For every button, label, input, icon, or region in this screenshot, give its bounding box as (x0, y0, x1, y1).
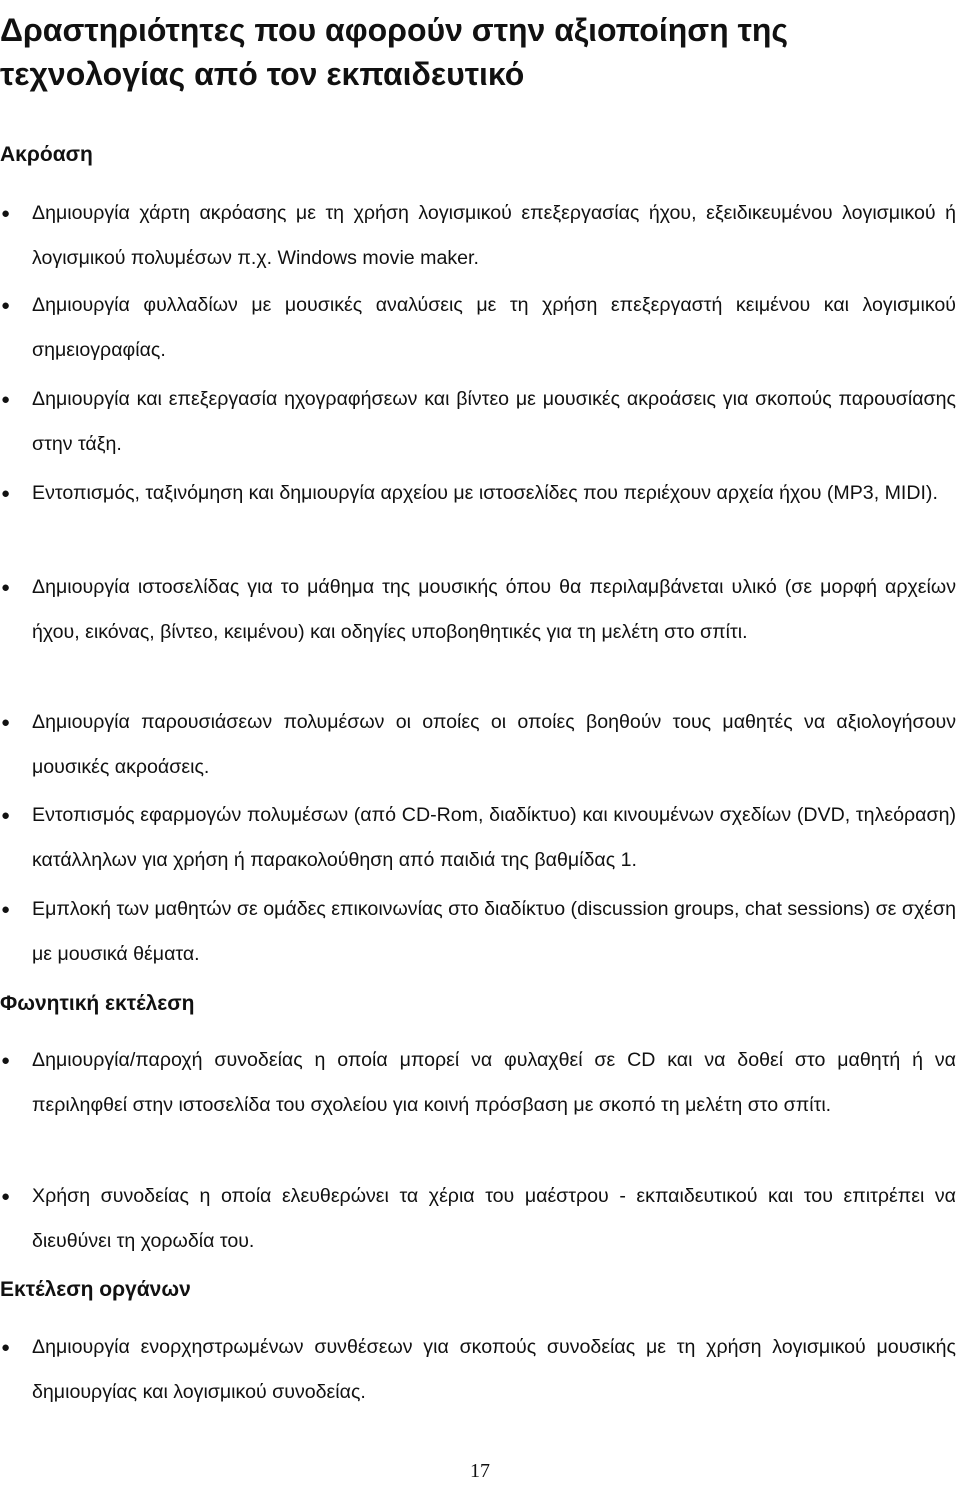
list-item-text: Δημιουργία παρουσιάσεων πολυμέσων οι οποίες οι οποίες βοηθούν τους μαθητές να αξιολογήσουν μουσικές ακροάσεις. (32, 711, 956, 778)
list-item (1, 283, 956, 373)
list-item (1, 793, 956, 883)
list-item (1, 700, 956, 790)
list-item-text: Δημιουργία φυλλαδίων με μουσικές αναλύσεις με τη χρήση επεξεργαστή κειμένου και λογισμικού σημειογραφίας. (32, 294, 956, 361)
page-title: Δραστηριότητες που αφορούν στην αξιοποίηση της τεχνολογίας από τον εκπαιδευτικό (0, 12, 789, 92)
list-item (1, 565, 956, 655)
bullet-icon: ● (1, 901, 11, 918)
list-item-text: Δημιουργία ενορχηστρωμένων συνθέσεων για σκοπούς συνοδείας με τη χρήση λογισμικού μουσικής δημιουργίας και λογισμικού συνοδείας. (32, 1336, 956, 1403)
bullet-icon: ● (1, 391, 11, 408)
bullet-icon: ● (1, 205, 11, 222)
list-item (1, 191, 956, 281)
list-item-text: Εντοπισμός, ταξινόμηση και δημιουργία αρχείου με ιστοσελίδες που περιέχουν αρχεία ήχου (MP3, MIDI). (32, 482, 938, 504)
bullet-icon: ● (1, 714, 11, 731)
section-heading-ektelesi-organon: Εκτέλεση οργάνων (0, 1278, 191, 1301)
list-item-text: Δημιουργία χάρτη ακρόασης με τη χρήση λογισμικού επεξεργασίας ήχου, εξειδικευμένου λογισμικού ή λογισμικού πολυμέσων π.χ. Windows movie maker. (32, 202, 956, 269)
list-item-text: Χρήση συνοδείας η οποία ελευθερώνει τα χέρια του μαέστρου - εκπαιδευτικού και του επιτρέπει να διευθύνει τη χορωδία του. (32, 1185, 956, 1252)
list-item-text: Εντοπισμός εφαρμογών πολυμέσων (από CD-Rom, διαδίκτυο) και κινουμένων σχεδίων (DVD, τηλεόραση) κατάλληλων για χρήση ή παρακολούθηση από παιδιά της βαθμίδας 1. (32, 804, 956, 871)
list-item (1, 1174, 956, 1264)
bullet-icon: ● (1, 1188, 11, 1205)
section-heading-akroasi: Ακρόαση (0, 143, 93, 166)
list-item-text: Εμπλοκή των μαθητών σε ομάδες επικοινωνίας στο διαδίκτυο (discussion groups, chat sessions) σε σχέση με μουσικά θέματα. (32, 898, 956, 965)
page-number: 17 (470, 1460, 490, 1482)
list-item-text: Δημιουργία και επεξεργασία ηχογραφήσεων και βίντεο με μουσικές ακροάσεις για σκοπούς παρουσίασης στην τάξη. (32, 388, 956, 455)
list-item (1, 887, 956, 977)
bullet-icon: ● (1, 807, 11, 824)
bullet-icon: ● (1, 297, 11, 314)
section-heading-foniki-ektelesi: Φωνητική εκτέλεση (0, 992, 195, 1015)
bullet-icon: ● (1, 579, 11, 596)
bullet-icon: ● (1, 1339, 11, 1356)
list-item-text: Δημιουργία ιστοσελίδας για το μάθημα της μουσικής όπου θα περιλαμβάνεται υλικό (σε μορφή αρχείων ήχου, εικόνας, βίντεο, κειμένου) και οδηγίες υποβοηθητικές για τη μελέτη στο σπίτι. (32, 576, 956, 643)
list-item-text: Δημιουργία/παροχή συνοδείας η οποία μπορεί να φυλαχθεί σε CD και να δοθεί στο μαθητή ή να περιληφθεί στην ιστοσελίδα του σχολείου για κοινή πρόσβαση με σκοπό τη μελέτη στο σπίτι. (32, 1049, 956, 1116)
list-item (1, 377, 956, 467)
bullet-icon: ● (1, 1052, 11, 1069)
bullet-icon: ● (1, 485, 11, 502)
list-item (1, 1038, 956, 1128)
list-item (1, 1325, 956, 1415)
list-item (1, 471, 956, 516)
